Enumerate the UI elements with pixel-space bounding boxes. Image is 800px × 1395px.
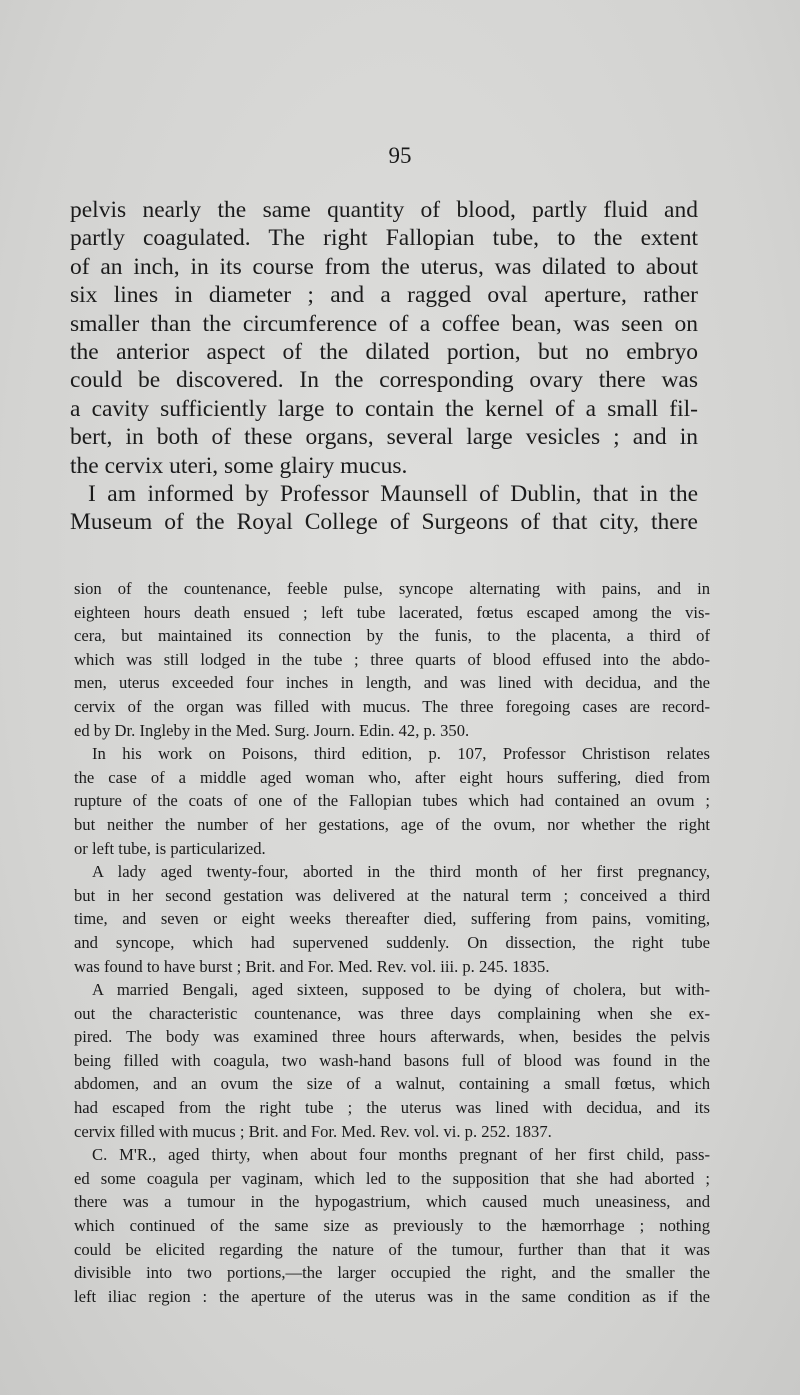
footnote-line: cervix filled with mucus ; Brit. and For. Med. Rev. vol. vi. p. 252. 1837. bbox=[74, 1121, 552, 1141]
footnote-line: abdomen, and an ovum the size of a walnut, containing a small fœtus, which bbox=[74, 1074, 710, 1094]
footnote-line: rupture of the coats of one of the Fallopian tubes which had contained an ovum ; bbox=[74, 791, 710, 811]
main-line: partly coagulated. The right Fallopian tube, to the extent bbox=[70, 225, 698, 252]
main-line: Museum of the Royal College of Surgeons of that city, there bbox=[70, 509, 698, 536]
footnote-line: sion of the countenance, feeble pulse, syncope alternating with pains, and in bbox=[74, 579, 710, 598]
footnote-line: the case of a middle aged woman who, after eight hours suffering, died from bbox=[74, 767, 710, 787]
footnote-line: left iliac region : the aperture of the uterus was in the same condition as if the bbox=[74, 1286, 710, 1306]
footnote-line: there was a tumour in the hypogastrium, which caused much uneasiness, and bbox=[74, 1192, 710, 1212]
page-number: 95 bbox=[388, 143, 412, 168]
footnote-line: time, and seven or eight weeks thereafter died, suffering from pains, vomiting, bbox=[74, 909, 710, 929]
footnote-line: being filled with coagula, two wash-hand basons full of blood was found in the bbox=[74, 1050, 710, 1070]
footnote-line: which was still lodged in the tube ; three quarts of blood effused into the abdo- bbox=[74, 649, 710, 669]
footnote-line: but neither the number of her gestations, age of the ovum, nor whether the right bbox=[74, 814, 710, 834]
main-line: the cervix uteri, some glairy mucus. bbox=[70, 452, 408, 479]
footnote-line: which continued of the same size as previously to the hæmorrhage ; nothing bbox=[74, 1216, 710, 1236]
footnote-line: ed some coagula per vaginam, which led to the supposition that she had aborted ; bbox=[74, 1168, 710, 1188]
main-line: bert, in both of these organs, several large vesicles ; and in bbox=[70, 424, 698, 451]
footnote-line: In his work on Poisons, third edition, p. 107, Professor Christison relates bbox=[92, 744, 710, 764]
footnote-line: divisible into two portions,—the larger occupied the right, and the smaller the bbox=[74, 1263, 710, 1283]
footnote-line: but in her second gestation was delivered at the natural term ; conceived a third bbox=[74, 885, 710, 905]
footnote-line: or left tube, is particularized. bbox=[74, 838, 266, 858]
footnote-line: A married Bengali, aged sixteen, supposed to be dying of cholera, but with- bbox=[92, 980, 710, 1000]
main-line: could be discovered. In the corresponding ovary there was bbox=[70, 367, 698, 394]
main-body-text bbox=[70, 196, 698, 537]
footnote-line: cervix of the organ was filled with mucus. The three foregoing cases are record- bbox=[74, 696, 710, 716]
footnote-line: out the characteristic countenance, was three days complaining when she ex- bbox=[74, 1003, 710, 1023]
main-line: of an inch, in its course from the uterus, was dilated to about bbox=[70, 253, 698, 280]
main-line: I am informed by Professor Maunsell of Dublin, that in the bbox=[88, 481, 698, 508]
footnote-line: ed by Dr. Ingleby in the Med. Surg. Journ. Edin. 42, p. 350. bbox=[74, 720, 470, 740]
footnote-line: could be elicited regarding the nature of the tumour, further than that it was bbox=[74, 1239, 710, 1259]
main-line: six lines in diameter ; and a ragged oval aperture, rather bbox=[70, 282, 698, 309]
main-line: smaller than the circumference of a coffee bean, was seen on bbox=[70, 310, 698, 337]
footnote-line: and syncope, which had supervened suddenly. On dissection, the right tube bbox=[74, 932, 710, 952]
footnote-line: eighteen hours death ensued ; left tube lacerated, fœtus escaped among the vis- bbox=[74, 602, 710, 622]
main-line: the anterior aspect of the dilated portion, but no embryo bbox=[70, 339, 698, 366]
footnote-line: cera, but maintained its connection by the funis, to the placenta, a third of bbox=[74, 626, 710, 646]
footnote-line: was found to have burst ; Brit. and For. Med. Rev. vol. iii. p. 245. 1835. bbox=[74, 956, 550, 976]
footnote-line: A lady aged twenty-four, aborted in the third month of her first pregnancy, bbox=[92, 862, 710, 882]
main-line: a cavity sufficiently large to contain the kernel of a small fil- bbox=[70, 395, 698, 422]
footnote-block bbox=[74, 577, 710, 1308]
footnote-line: men, uterus exceeded four inches in length, and was lined with decidua, and the bbox=[74, 673, 710, 693]
footnote-line: pired. The body was examined three hours afterwards, when, besides the pelvis bbox=[74, 1027, 710, 1047]
footnote-line: C. M'R., aged thirty, when about four months pregnant of her first child, pass- bbox=[92, 1145, 710, 1165]
main-line: pelvis nearly the same quantity of blood, partly fluid and bbox=[70, 197, 698, 223]
footnote-line: had escaped from the right tube ; the uterus was lined with decidua, and its bbox=[74, 1098, 710, 1118]
